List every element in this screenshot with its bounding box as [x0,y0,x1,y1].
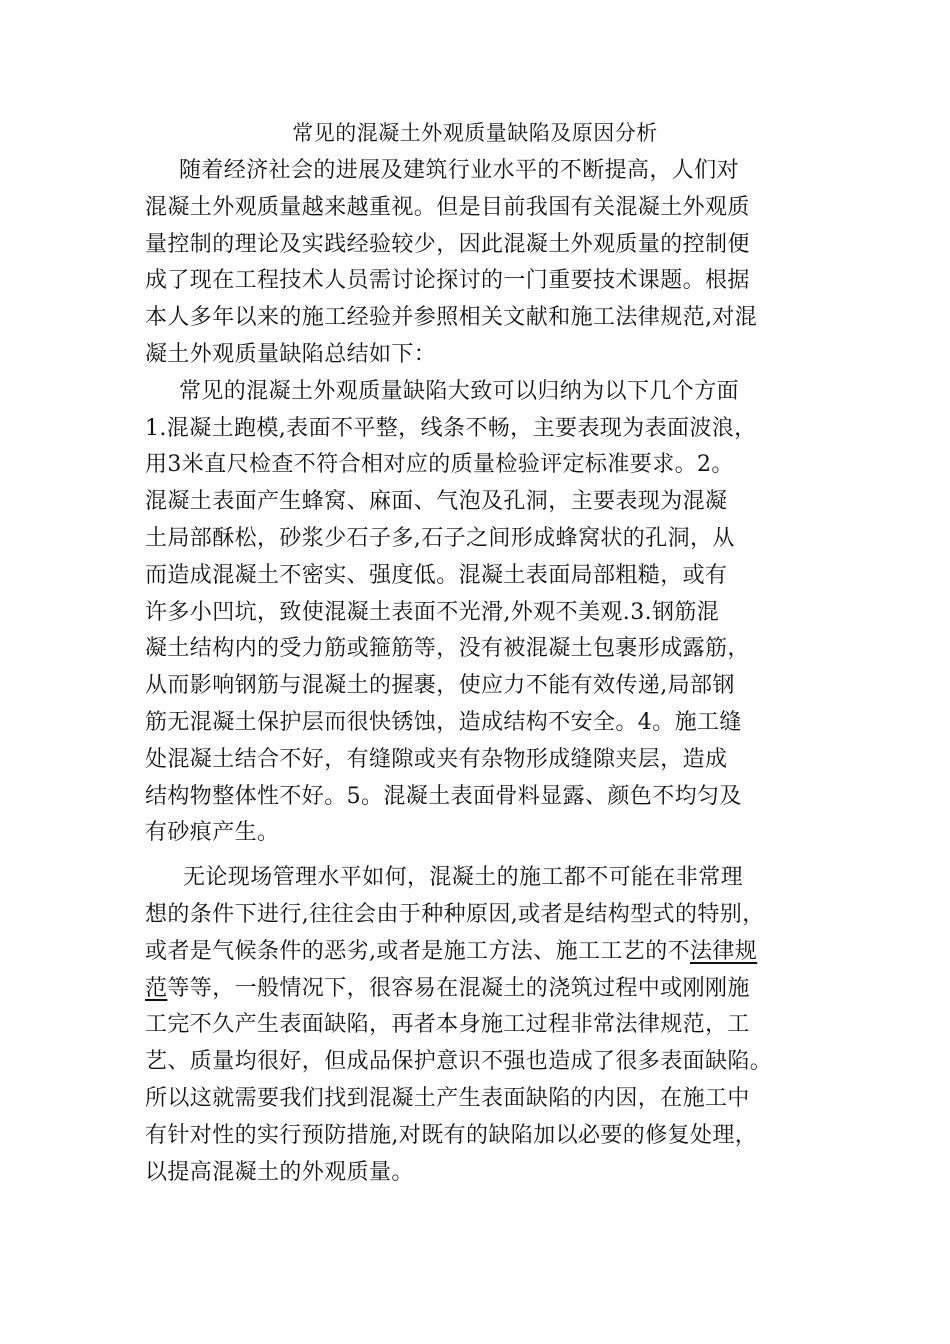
paragraph-gap [145,852,805,860]
underlined-text: 范 [145,975,168,1001]
paragraph-line: 而造成混凝土不密实、强度低。混凝土表面局部粗糙，或有 [145,562,728,588]
paragraph-line: 随着经济社会的进展及建筑行业水平的不断提高，人们对 [179,158,740,183]
paragraph-line: 本人多年以来的施工经验并参照相关文献和施工法律规范,对混 [145,305,758,331]
paragraph-line: 1.混凝土跑模,表面不平整，线条不畅，主要表现为表面波浪， [145,415,757,441]
paragraph-line: 工完不久产生表面缺陷，再者本身施工过程非常法律规范，工 [145,1012,750,1038]
paragraph-line: 用3米直尺检查不符合相对应的质量检验评定标准要求。2。 [145,452,734,478]
paragraph-line: 混凝土表面产生蜂窝、麻面、气泡及孔洞，主要表现为混凝 [145,489,728,515]
line-text: 或者是气候条件的恶劣,或者是施工方法、施工工艺的不 [145,938,690,964]
document-body [145,153,805,1191]
paragraph-line: 凝土结构内的受力筋或箍筋等，没有被混凝土包裹形成露筋， [145,636,750,662]
paragraph-line: 处混凝土结合不好，有缝隙或夹有杂物形成缝隙夹层，造成 [145,746,728,772]
paragraph-line: 常见的混凝土外观质量缺陷大致可以归纳为以下几个方面 [179,378,740,404]
paragraph-line: 想的条件下进行,往往会由于种种原因,或者是结构型式的特别， [145,901,765,927]
paragraph-line: 所以这就需要我们找到混凝土产生表面缺陷的内因，在施工中 [145,1085,750,1111]
document-title: 常见的混凝土外观质量缺陷及原因分析 [292,121,658,145]
paragraph-line: 混凝土外观质量越来越重视。但是目前我国有关混凝土外观质 [145,194,750,220]
paragraph-line: 土局部酥松，砂浆少石子多,石子之间形成蜂窝状的孔洞，从 [145,525,735,551]
paragraph-line: 成了现在工程技术人员需讨论探讨的一门重要技术课题。根据 [145,268,750,294]
paragraph-line: 结构物整体性不好。5。混凝土表面骨料显露、颜色不均匀及 [145,783,742,809]
paragraph-line: 筋无混凝土保护层而很快锈蚀，造成结构不安全。4。施工缝 [145,709,742,735]
paragraph-line [145,971,805,1008]
paragraph-line: 有针对性的实行预防措施,对既有的缺陷加以必要的修复处理， [145,1122,758,1148]
underlined-text: 法律规 [690,938,758,964]
paragraph-line: 凝土外观质量缺陷总结如下： [145,341,437,367]
paragraph-line: 无论现场管理水平如何，混凝土的施工都不可能在非常理 [183,865,744,891]
paragraph-line: 从而影响钢筋与混凝土的握裹，使应力不能有效传递,局部钢 [145,673,735,699]
paragraph-line [145,934,805,971]
paragraph-line: 以提高混凝土的外观质量。 [145,1159,414,1185]
paragraph-line: 艺、质量均很好，但成品保护意识不强也造成了很多表面缺陷。 [145,1049,773,1075]
paragraph-line: 有砂痕产生。 [145,820,280,846]
line-text: 等等，一般情况下，很容易在混凝土的浇筑过程中或刚刚施 [167,975,750,1001]
paragraph-line: 量控制的理论及实践经验较少，因此混凝土外观质量的控制便 [145,231,750,257]
paragraph-line: 许多小凹坑，致使混凝土表面不光滑,外观不美观.3.钢筋混 [145,599,720,625]
